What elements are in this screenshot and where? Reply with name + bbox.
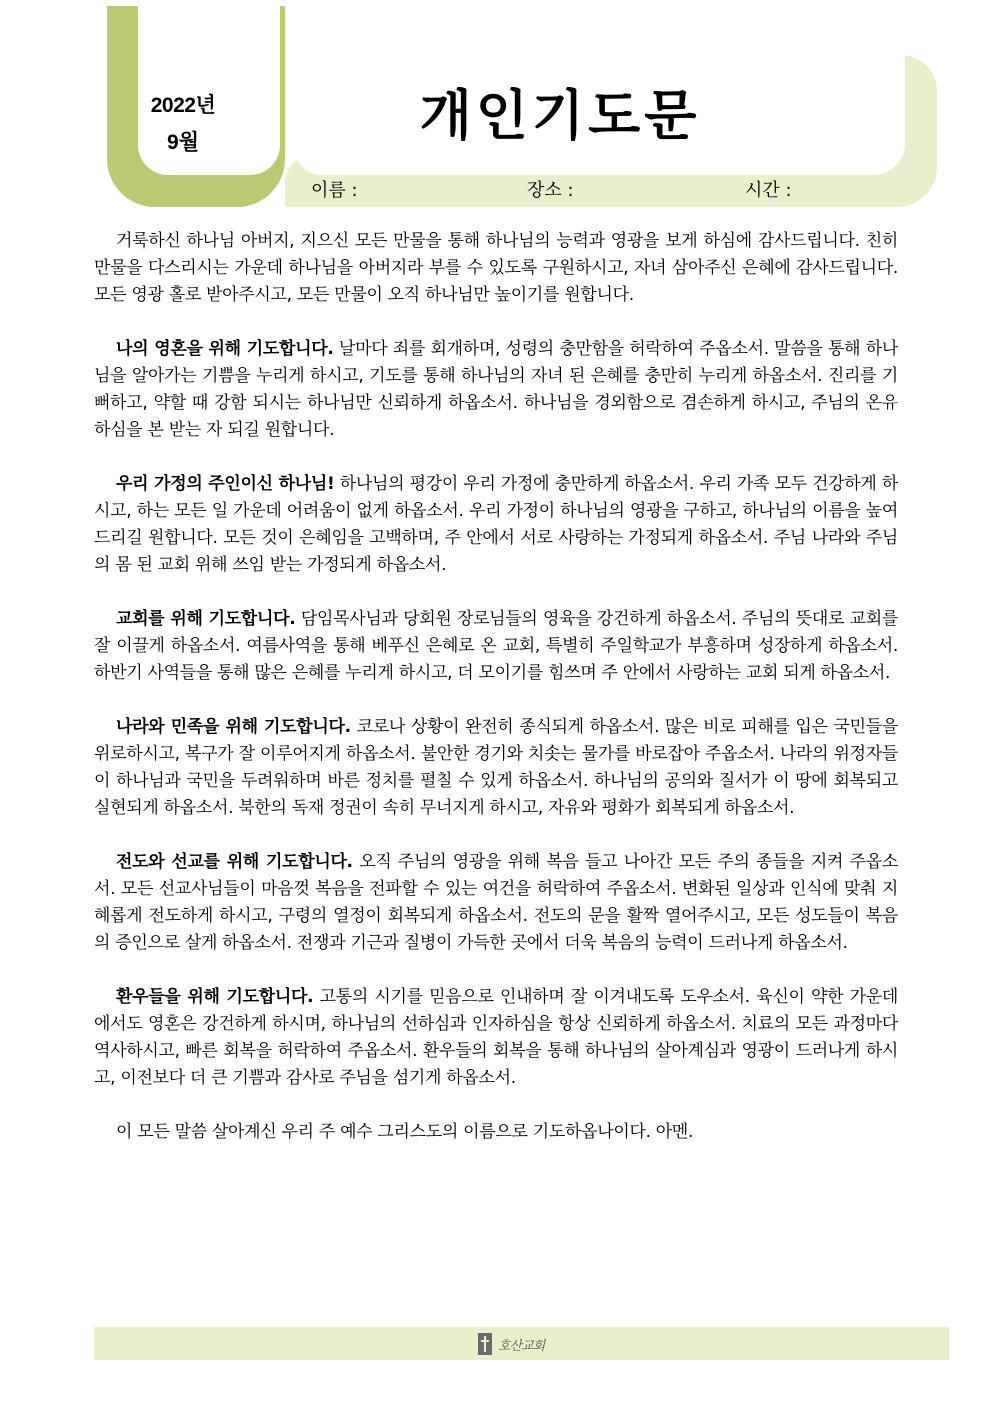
church-logo [478,1331,544,1357]
section-soul [94,336,898,444]
section-text: 하나님의 평강이 우리 가정에 충만하게 하옵소서. 우리 가족 모두 건강하게 하시고, 하는 모든 일 가운데 어려움이 없게 하옵소서. 우리 가정이 하나님의 영광을 구하고, 하나님의 이름을 높여드리길 원합니다. 모든 것이 은혜임을 고백하며, 주 안에서 서로 사랑하는 가정되게 하옵소서. 주님 나라와 주님의 몸 된 교회 위해 쓰임 받는 가정되게 하옵소서. [94,474,899,575]
section-heading: 전도와 선교를 위해 기도합니다. [116,852,353,872]
section-text: 오직 주님의 영광을 위해 복음 들고 나아간 모든 주의 종들을 지켜 주옵소서. 모든 선교사님들이 마음껏 복음을 전파할 수 있는 여건을 허락하여 주옵소서. 변화된 일상과 인식에 맞춰 지혜롭게 전도하게 하시고, 구령의 열정이 회복되게 하옵소서. 전도의 문을 활짝 열어주시고, 모든 성도들이 복음의 증인으로 살게 하옵소서. 전쟁과 기근과 질병이 가득한 곳에서 더욱 복음의 능력이 드러나게 하옵소서. [94,852,898,953]
section-heading: 나라와 민족을 위해 기도합니다. [116,717,351,737]
section-text: 코로나 상황이 완전히 종식되게 하옵소서. 많은 비로 피해를 입은 국민들을 위로하시고, 복구가 잘 이루어지게 하옵소서. 불안한 경기와 치솟는 물가를 바로잡아 주옵소서. 나라의 위정자들이 하나님과 국민을 두려워하며 바른 정치를 펼칠 수 있게 하옵소서. 하나님의 공의와 질서가 이 땅에 회복되고 실현되게 하옵소서. 북한의 독재 정권이 속히 무너지게 하시고, 자유와 평화가 회복되게 하옵소서. [94,717,898,818]
section-text: 날마다 죄를 회개하며, 성령의 충만함을 허락하여 주옵소서. 말씀을 통해 하나님을 알아가는 기쁨을 누리게 하시고, 기도를 통해 하나님의 자녀 된 은혜를 충만히 누리게 하옵소서. 진리를 기뻐하고, 약할 때 강함 되시는 하나님만 신뢰하게 하옵소서. 하나님을 경외함으로 겸손하게 하시고, 주님의 온유하심을 본 받는 자 되길 원합니다. [94,339,898,440]
section-text: 고통의 시기를 믿음으로 인내하며 잘 이겨내도록 도우소서. 육신이 약한 가운데에서도 영혼은 강건하게 하시며, 하나님의 선하심과 인자하심을 항상 신뢰하게 하옵소서. 치료의 모든 과정마다 역사하시고, 빠른 회복을 허락하여 주옵소서. 환우들의 회복을 통해 하나님의 살아계심과 영광이 드러나게 하시고, 이전보다 더 큰 기쁨과 감사로 주님을 섬기게 하옵소서. [94,987,898,1088]
section-mission [94,849,898,957]
section-heading: 환우들을 위해 기도합니다. [116,987,314,1007]
section-nation [94,714,898,822]
section-family [94,471,898,579]
intro-paragraph: 거룩하신 하나님 아버지, 지으신 모든 만물을 통해 하나님의 능력과 영광을 보게 하심에 감사드립니다. 친히 만물을 다스리시는 가운데 하나님을 아버지라 부를 수 있도록 구원하시고, 자녀 삼아주신 은혜에 감사드립니다. 모든 영광 홀로 받아주시고, 모든 만물이 오직 하나님만 높이기를 원합니다. [94,231,898,305]
page-title: 개인기도문 [419,84,701,147]
section-heading: 나의 영혼을 위해 기도합니다. [116,339,334,359]
date-month: 9월 [167,131,199,154]
section-patients [94,984,898,1092]
section-church [94,606,898,687]
section-heading: 우리 가정의 주인이신 하나님! [116,474,335,494]
name-field-label: 이름 : [311,180,358,201]
place-field-label: 장소 : [527,180,574,201]
date-year: 2022년 [150,94,216,117]
prayer-body [94,228,898,1146]
section-heading: 교회를 위해 기도합니다. [116,609,296,629]
time-field-label: 시간 : [745,180,792,201]
church-name: 호산교회 [498,1338,545,1354]
closing-prayer: 이 모든 말씀 살아계신 우리 주 예수 그리스도의 이름으로 기도하옵나이다. 아멘. [116,1122,694,1142]
church-door-cross-icon [478,1333,492,1355]
section-text: 담임목사님과 당회원 장로님들의 영육을 강건하게 하옵소서. 주님의 뜻대로 교회를 잘 이끌게 하옵소서. 여름사역을 통해 베푸신 은혜로 온 교회, 특별히 주일학교가 부흥하며 성장하게 하옵소서. 하반기 사역들을 통해 많은 은혜를 누리게 하시고, 더 모이기를 힘쓰며 주 안에서 사랑하는 교회 되게 하옵소서. [94,609,899,683]
